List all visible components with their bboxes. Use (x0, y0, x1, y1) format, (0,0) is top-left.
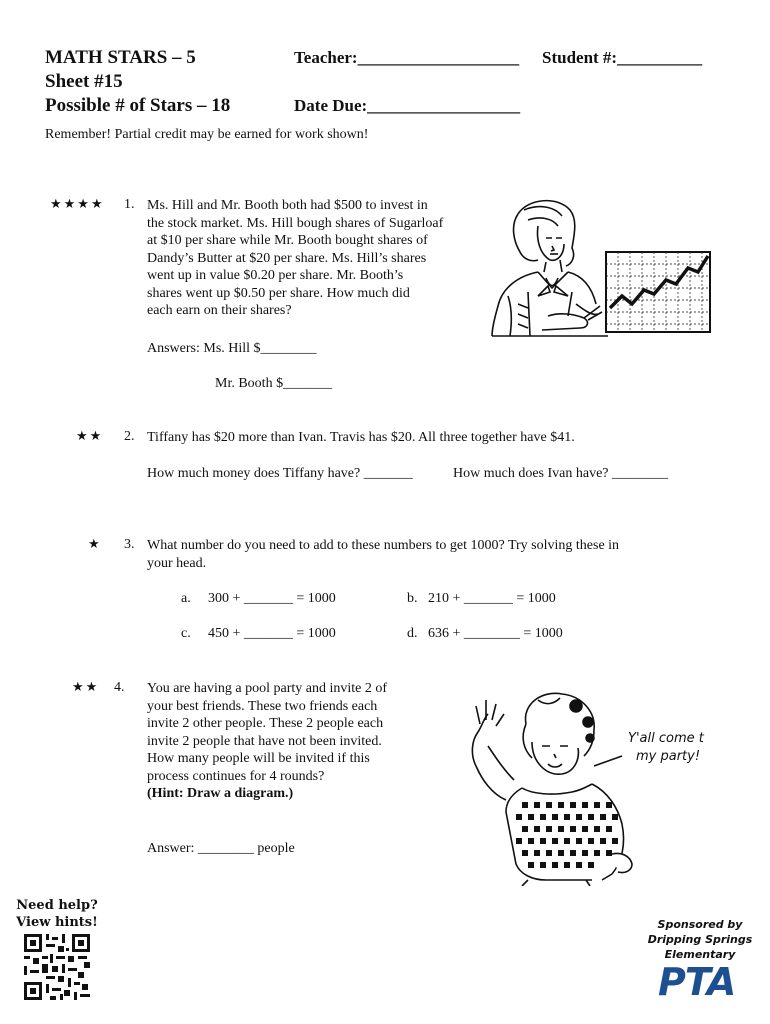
problem-2-text: Tiffany has $20 more than Ivan. Travis has $20. All three together have $41. (147, 430, 575, 445)
partial-credit-reminder: Remember! Partial credit may be earned for work shown! (45, 127, 369, 142)
problem-3-number: 3. (124, 537, 135, 552)
pta-logo: PTA (658, 960, 736, 1004)
problem-3-stars: ★ (88, 536, 102, 551)
problem-3-text: What number do you need to add to these numbers to get 1000? Try solving these in your head. (147, 538, 620, 571)
problem-4-number: 4. (114, 680, 125, 695)
problem-4-answer: Answer: ________ people (147, 841, 295, 856)
possible-stars: Possible # of Stars – 18 (45, 95, 231, 116)
problem-3c-expression: 450 + _______ = 1000 (208, 626, 336, 641)
problem-4-text: You are having a pool party and invite 2 of your best friends. These two friends each invite 2 other people. These 2 people each invite 2 people that have not been invited. How many people will be invited if this process continues for 4 rounds? (Hint: Draw a diagram.) (147, 681, 388, 801)
problem-3d-label: d. (407, 626, 418, 641)
sponsor-text: Sponsored by Dripping Springs Elementary (647, 918, 753, 961)
teacher-field: Teacher:___________________ (294, 48, 520, 67)
problem-3b-label: b. (407, 591, 418, 606)
problem-4-stars: ★★ (72, 679, 100, 694)
problem-3a-expression: 300 + _______ = 1000 (208, 591, 336, 606)
girl-waving-illustration (462, 684, 644, 886)
problem-3b-expression: 210 + _______ = 1000 (428, 591, 556, 606)
problem-2-number: 2. (124, 429, 135, 444)
qr-code-icon[interactable] (24, 934, 90, 1000)
date-due-field: Date Due:__________________ (294, 96, 521, 115)
stock-market-illustration (488, 196, 713, 338)
problem-1-stars: ★★★★ (50, 196, 105, 211)
answer-mr-booth: Mr. Booth $_______ (215, 376, 333, 391)
problem-3a-label: a. (181, 591, 191, 606)
worksheet-title: MATH STARS – 5 (45, 47, 196, 68)
answer-ms-hill: Answers: Ms. Hill $________ (147, 341, 317, 356)
problem-1-number: 1. (124, 197, 135, 212)
problem-4-hint: (Hint: Draw a diagram.) (147, 786, 294, 801)
problem-3d-expression: 636 + ________ = 1000 (428, 626, 563, 641)
sheet-number: Sheet #15 (45, 71, 123, 92)
problem-3c-label: c. (181, 626, 191, 641)
problem-2-question-tiffany: How much money does Tiffany have? _______ (147, 466, 413, 481)
problem-2-stars: ★★ (76, 428, 104, 443)
problem-2-question-ivan: How much does Ivan have? ________ (453, 466, 669, 481)
need-help-text: Need help? View hints! (16, 898, 98, 930)
speech-bubble-text: Y'all come t my party! (628, 731, 704, 764)
problem-1-text: Ms. Hill and Mr. Booth both had $500 to invest in the stock market. Ms. Hill bough shares of Sugarloaf at $10 per share while Mr. Booth bought shares of Dandy’s Butter at $20 per share. Ms. Hill’s shares went up in value $0.20 per share. Mr. Booth’s shares went up $0.50 per share. How much did each earn on their shares? (147, 198, 444, 318)
student-field: Student #:__________ (542, 48, 703, 67)
